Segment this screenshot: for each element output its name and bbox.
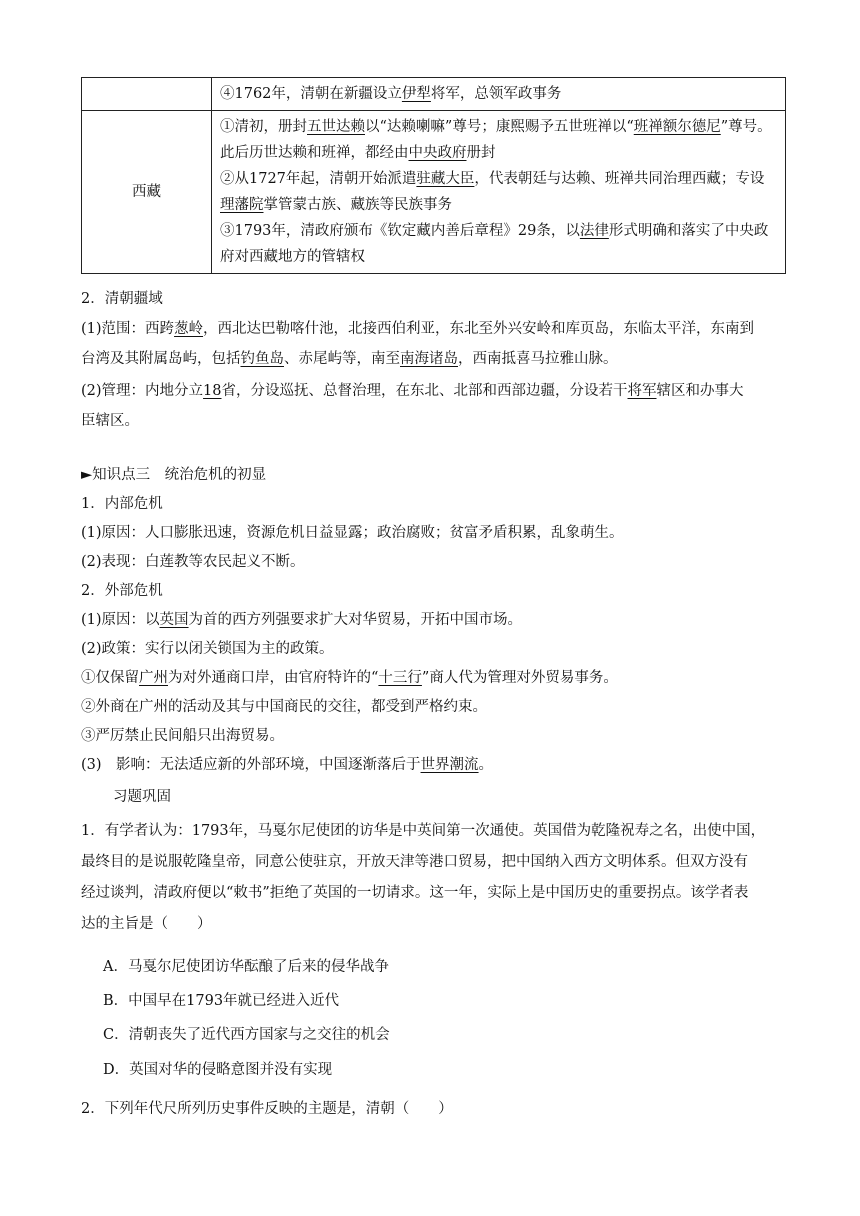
text: (1)原因：以	[81, 612, 160, 628]
text: ①仅保留	[81, 670, 139, 686]
territory-range-cont	[81, 346, 786, 372]
text: (2)管理：内地分立	[81, 383, 204, 399]
underlined-term: 世界潮流	[420, 757, 479, 773]
text: ”商人代为管理对外贸易事务。	[421, 670, 618, 686]
paragraph	[81, 665, 786, 691]
text: 册封	[466, 145, 496, 161]
territory-management-cont: 臣辖区。	[81, 413, 139, 429]
exercise-title: 习题巩固	[113, 789, 171, 805]
text: 掌管蒙古族、藏族等民族事务	[263, 197, 452, 213]
text: ”尊号。	[720, 119, 772, 135]
text: (3) 影响：无法适应新的外部环境，中国逐渐落后于	[81, 757, 421, 773]
text: 将军，总领军政事务	[430, 86, 562, 102]
paragraph	[81, 752, 786, 778]
text: ②从1727年起，清朝开始派遣	[220, 171, 417, 187]
text: 、赤尾屿等，南至	[284, 351, 400, 367]
underlined-term: 伊犁	[401, 86, 431, 102]
table-row	[82, 78, 786, 111]
question-1-line-2: 最终目的是说服乾隆皇帝，同意公使驻京，开放天津等港口贸易，把中国纳入西方文明体系。但双方没有	[81, 854, 748, 870]
option-a[interactable]: A．马戛尔尼使团访华酝酿了后来的侵华战争	[103, 959, 389, 975]
text: ④1762年，清朝在新疆设立	[220, 86, 402, 102]
table-cell-tibet	[212, 111, 786, 274]
table-label-tibet: 西藏	[82, 111, 212, 274]
underlined-term: 班禅额尔德尼	[633, 119, 721, 135]
text: ①清初，册封	[220, 119, 307, 135]
text: (1)范围：西跨	[81, 321, 175, 337]
paragraph: ③严厉禁止民间船只出海贸易。	[81, 728, 284, 744]
section-title: 2．外部危机	[81, 583, 163, 599]
tibet-line-6: 府对西藏地方的管辖权	[220, 249, 365, 265]
section-title: 2．清朝疆域	[81, 291, 163, 307]
option-d[interactable]: D．英国对华的侵略意图并没有实现	[103, 1062, 333, 1078]
tibet-line-4	[220, 192, 777, 218]
tibet-line-3	[220, 166, 777, 192]
text: 此后历世达赖和班禅，都经由	[220, 145, 409, 161]
text: 。	[478, 757, 494, 773]
question-1-line-3: 经过谈判，清政府便以“敕书”拒绝了英国的一切请求。这一年，实际上是中国历史的重要拐点。该学者表	[81, 885, 749, 901]
underlined-term: 英国	[159, 612, 189, 628]
underlined-term: 五世达赖	[307, 119, 365, 135]
table-row	[82, 111, 786, 274]
underlined-term: 驻藏大臣	[416, 171, 475, 187]
underlined-term: 将军	[627, 383, 657, 399]
tibet-line-5	[220, 218, 777, 244]
underlined-term: 南海诸岛	[400, 351, 458, 367]
text: ③1793年，清政府颁布《钦定藏内善后章程》29条，以	[220, 223, 580, 239]
option-c[interactable]: C．清朝丧失了近代西方国家与之交往的机会	[103, 1027, 390, 1043]
question-1-line-1: 1．有学者认为：1793年，马戛尔尼使团的访华是中英间第一次通使。英国借为乾隆祝寿之名，出使中国，	[81, 823, 766, 839]
underlined-term: 广州	[139, 670, 168, 686]
territory-range	[81, 316, 786, 342]
underlined-term: 18	[203, 383, 222, 399]
paragraph: (2)政策：实行以闭关锁国为主的政策。	[81, 641, 334, 657]
underlined-term: 钓鱼岛	[240, 351, 284, 367]
underlined-term: 十三行	[378, 670, 422, 686]
governance-table	[81, 77, 786, 274]
table-cell-xinjiang	[212, 78, 786, 111]
option-b[interactable]: B．中国早在1793年就已经进入近代	[103, 993, 340, 1009]
section-title: 1．内部危机	[81, 496, 163, 512]
tibet-line-1	[220, 114, 777, 140]
question-2: 2．下列年代尺所列历史事件反映的主题是，清朝（ ）	[81, 1101, 453, 1117]
text: 形式明确和落实了中央政	[608, 223, 769, 239]
question-1-line-4: 达的主旨是（ ）	[81, 916, 212, 932]
paragraph: (1)原因：人口膨胀迅速，资源危机日益显露；政治腐败；贫富矛盾积累，乱象萌生。	[81, 525, 624, 541]
underlined-term: 中央政府	[408, 145, 467, 161]
text: 以“达赖喇嘛”尊号；康熙赐予五世班禅以“	[365, 119, 634, 135]
text: ，西北达巴勒喀什池，北接西伯利亚，东北至外兴安岭和库页岛，东临太平洋，东南到	[203, 321, 755, 337]
underlined-term: 葱岭	[174, 321, 204, 337]
text: 为首的西方列强要求扩大对华贸易，开拓中国市场。	[188, 612, 523, 628]
tibet-line-2	[220, 140, 777, 166]
paragraph	[81, 607, 786, 633]
text: ，代表朝廷与达赖、班禅共同治理西藏；专设	[474, 171, 765, 187]
underlined-term: 法律	[579, 223, 609, 239]
text: 为对外通商口岸，由官府特许的“	[168, 670, 379, 686]
paragraph: (2)表现：白莲教等农民起义不断。	[81, 554, 305, 570]
text: 辖区和办事大	[656, 383, 744, 399]
text: 台湾及其附属岛屿，包括	[81, 351, 241, 367]
table-label-empty	[82, 78, 212, 111]
territory-management	[81, 378, 786, 404]
underlined-term: 理藩院	[220, 197, 264, 213]
text: ，西南抵喜马拉雅山脉。	[458, 351, 618, 367]
knowledge-point-title: ►知识点三 统治危机的初显	[81, 467, 267, 483]
paragraph: ②外商在广州的活动及其与中国商民的交往，都受到严格约束。	[81, 699, 487, 715]
text: 省，分设巡抚、总督治理，在东北、北部和西部边疆，分设若干	[221, 383, 628, 399]
